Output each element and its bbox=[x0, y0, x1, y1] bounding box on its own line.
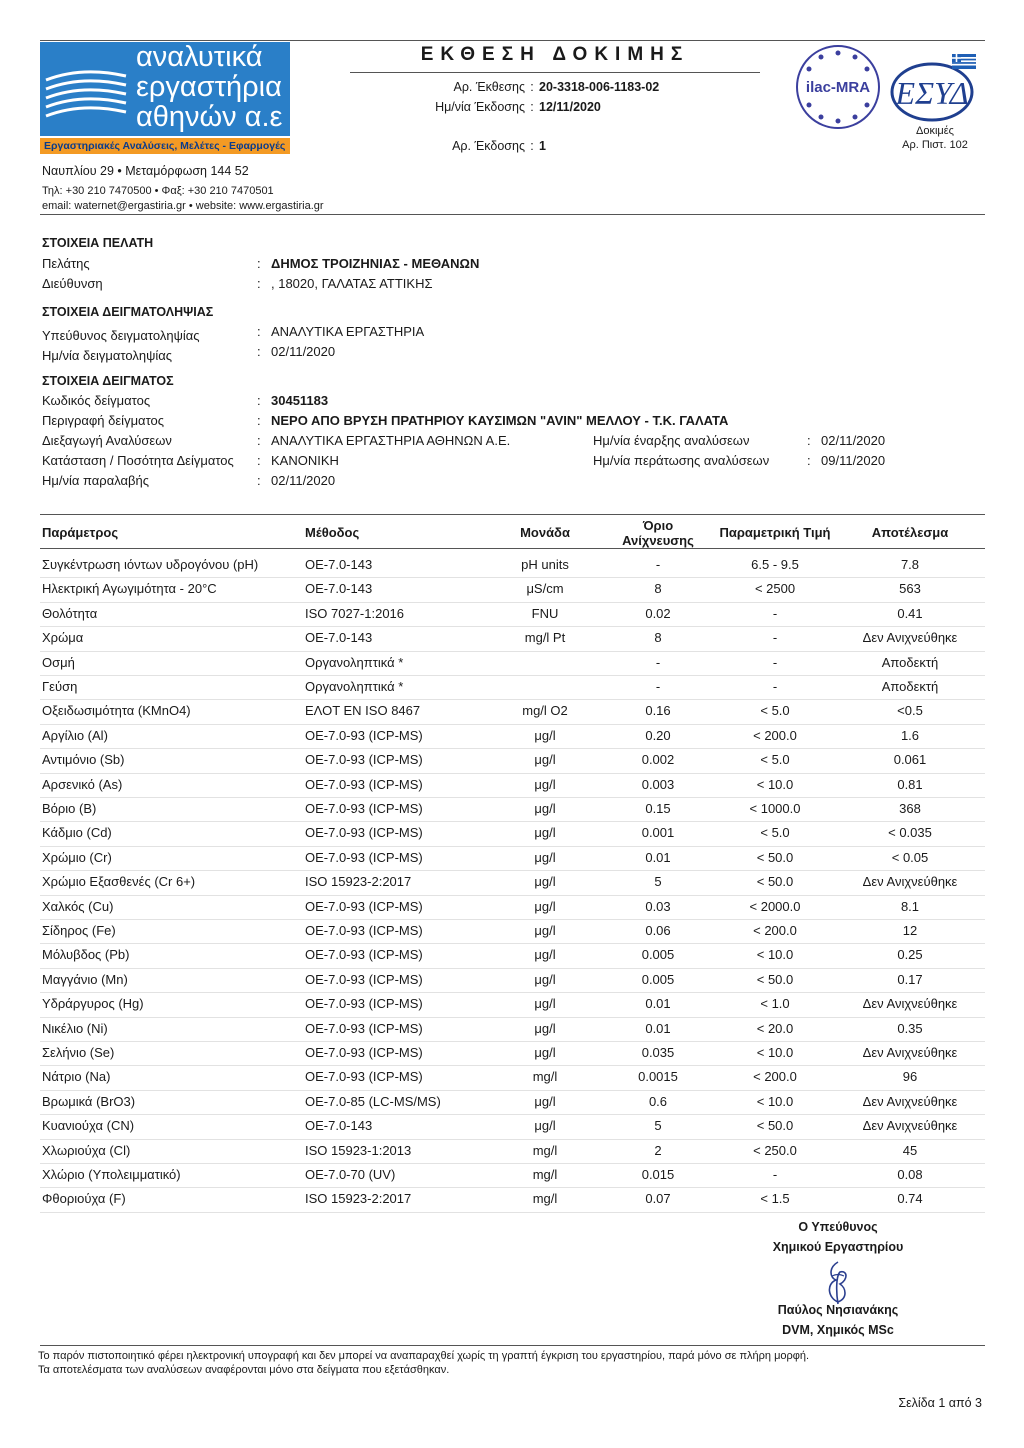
top-divider bbox=[40, 40, 985, 41]
signature-role-1: Ο Υπεύθυνος bbox=[798, 1220, 878, 1234]
table-row bbox=[40, 993, 985, 1017]
cell-lod: 2 bbox=[654, 1142, 662, 1158]
cell-param: Σίδηρος (Fe) bbox=[42, 923, 116, 938]
table-row bbox=[40, 578, 985, 602]
cell-result: 0.81 bbox=[897, 776, 923, 792]
cell-param: Αργίλιο (Al) bbox=[42, 727, 108, 743]
analysis-start-label: Ημ/νία έναρξης αναλύσεων bbox=[593, 433, 750, 448]
cell-lod: 0.005 bbox=[641, 947, 675, 963]
table-row bbox=[40, 1140, 985, 1164]
table-row bbox=[40, 798, 985, 822]
cell-result: 8.1 bbox=[900, 898, 920, 914]
cell-lod: 0.001 bbox=[641, 825, 675, 841]
cell-result: 0.17 bbox=[897, 971, 923, 987]
accreditation-number: Αρ. Πιστ. 102 bbox=[902, 139, 968, 151]
cell-parametric-value: < 1.5 bbox=[760, 1191, 790, 1207]
cell-param: Χρώμα bbox=[42, 630, 84, 646]
cell-parametric-value: < 10.0 bbox=[756, 776, 794, 792]
cell-method: ΟΕ-7.0-93 (ICP-MS) bbox=[305, 727, 423, 743]
report-number-row: Αρ. Έκθεσης : 20-3318-006-1183-02 bbox=[345, 80, 659, 94]
cell-parametric-value: < 5.0 bbox=[760, 825, 790, 841]
cell-lod: 0.03 bbox=[645, 898, 671, 914]
table-row bbox=[40, 969, 985, 993]
cell-parametric-value: < 1000.0 bbox=[749, 801, 801, 816]
cell-unit: FNU bbox=[531, 605, 559, 621]
cell-result: 0.74 bbox=[897, 1191, 923, 1207]
cell-parametric-value: < 5.0 bbox=[760, 752, 790, 768]
cell-parametric-value: < 200.0 bbox=[753, 727, 797, 743]
cell-result: 0.41 bbox=[897, 605, 923, 621]
ilac-text: ilac-MRA bbox=[805, 79, 871, 96]
cell-unit: mg/l bbox=[532, 1069, 558, 1085]
cell-method: ISO 15923-2:2017 bbox=[305, 1191, 412, 1207]
cell-parametric-value: < 250.0 bbox=[753, 1142, 797, 1158]
cell-parametric-value: < 10.0 bbox=[756, 1045, 794, 1060]
issue-no-label: Αρ. Έκδοσης bbox=[452, 139, 525, 153]
cell-method: ΟΕ-7.0-93 (ICP-MS) bbox=[305, 776, 423, 792]
cell-method: ΟΕ-7.0-93 (ICP-MS) bbox=[305, 947, 423, 963]
table-row bbox=[40, 725, 985, 749]
cell-param: Γεύση bbox=[42, 679, 78, 694]
cell-parametric-value: < 10.0 bbox=[756, 1093, 794, 1109]
cell-result: 0.061 bbox=[893, 752, 927, 768]
cell-unit: μg/l bbox=[534, 898, 556, 914]
lab-phone-fax: Τηλ: +30 210 7470500 • Φαξ: +30 210 7470501 bbox=[42, 185, 274, 197]
header-result: Αποτέλεσμα bbox=[871, 525, 949, 540]
esyd-logo bbox=[888, 52, 984, 124]
logo-blue-panel bbox=[40, 42, 290, 136]
header-lod-line2: Ανίχνευσης bbox=[622, 533, 694, 548]
cell-method: ΟΕ-7.0-93 (ICP-MS) bbox=[305, 1020, 423, 1036]
issue-date: 12/11/2020 bbox=[539, 100, 601, 114]
cell-unit: μg/l bbox=[534, 801, 556, 816]
cell-method: ISO 15923-2:2017 bbox=[305, 874, 412, 890]
cell-unit: pH units bbox=[521, 557, 569, 572]
header-parametric-value: Παραμετρική Τιμή bbox=[719, 525, 831, 540]
cell-parametric-value: - bbox=[772, 1167, 778, 1182]
cell-parametric-value: < 50.0 bbox=[756, 1118, 794, 1134]
cell-param: Θολότητα bbox=[42, 605, 98, 621]
cell-parametric-value: < 10.0 bbox=[756, 947, 794, 963]
table-row bbox=[40, 871, 985, 895]
cell-lod: 8 bbox=[654, 630, 662, 646]
cell-parametric-value: - bbox=[772, 605, 778, 621]
table-row bbox=[40, 1115, 985, 1139]
cell-unit: μg/l bbox=[534, 1020, 556, 1036]
title-underline bbox=[350, 72, 760, 73]
greek-flag-icon bbox=[952, 54, 976, 69]
cell-unit: μg/l bbox=[534, 825, 556, 841]
table-row bbox=[40, 1188, 985, 1212]
cell-method: ΟΕ-7.0-85 (LC-MS/MS) bbox=[305, 1093, 441, 1109]
cell-parametric-value: - bbox=[772, 630, 778, 646]
cell-method: ΟΕ-7.0-93 (ICP-MS) bbox=[305, 1069, 423, 1085]
analysis-end-value: 09/11/2020 bbox=[821, 453, 886, 468]
cell-parametric-value: < 20.0 bbox=[756, 1020, 794, 1036]
sampling-section-title: ΣΤΟΙΧΕΙΑ ΔΕΙΓΜΑΤΟΛΗΨΙΑΣ bbox=[42, 305, 214, 319]
cell-lod: 0.06 bbox=[645, 923, 671, 938]
cell-param: Χλώριο (Υπολειμματικό) bbox=[42, 1167, 181, 1182]
cell-method: ΟΕ-7.0-143 bbox=[305, 1118, 373, 1134]
table-row bbox=[40, 847, 985, 871]
cell-method: ISO 15923-1:2013 bbox=[305, 1142, 412, 1158]
signatory-name: Παύλος Νησιανάκης bbox=[777, 1303, 899, 1317]
issue-no: 1 bbox=[539, 139, 546, 153]
table-row bbox=[40, 749, 985, 773]
table-top-rule bbox=[40, 514, 985, 515]
cell-unit: μg/l bbox=[534, 727, 556, 743]
cell-param: Μαγγάνιο (Mn) bbox=[42, 971, 128, 987]
cell-lod: 0.07 bbox=[645, 1191, 671, 1207]
sample-condition-value: ΚΑΝΟΝΙΚΗ bbox=[271, 453, 339, 468]
cell-result: Δεν Ανιχνεύθηκε bbox=[862, 630, 958, 646]
header-method: Μέθοδος bbox=[305, 525, 360, 540]
cell-method: ΟΕ-7.0-93 (ICP-MS) bbox=[305, 923, 423, 938]
cell-lod: 0.01 bbox=[645, 1020, 671, 1036]
cell-parametric-value: < 200.0 bbox=[753, 1069, 797, 1085]
cell-parametric-value: - bbox=[772, 679, 778, 694]
cell-param: Φθοριούχα (F) bbox=[42, 1191, 126, 1207]
cell-param: Βόριο (B) bbox=[42, 801, 97, 816]
client-address-label: Διεύθυνση bbox=[42, 276, 103, 291]
cell-param: Συγκέντρωση ιόντων υδρογόνου (pH) bbox=[42, 557, 259, 572]
logo-line: αθηνών α.ε bbox=[136, 101, 283, 133]
cell-unit: μg/l bbox=[534, 849, 556, 865]
cell-parametric-value: < 2000.0 bbox=[749, 898, 801, 914]
sampling-responsible-label: Υπεύθυνος δειγματοληψίας bbox=[42, 328, 200, 343]
cell-result: 368 bbox=[899, 801, 921, 816]
analysis-end-label: Ημ/νία περάτωσης αναλύσεων bbox=[593, 453, 770, 468]
cell-lod: 8 bbox=[654, 581, 662, 597]
cell-lod: 0.005 bbox=[641, 971, 675, 987]
cell-unit: mg/l bbox=[532, 1191, 558, 1207]
sample-analysis-value: ΑΝΑΛΥΤΙΚΑ ΕΡΓΑΣΤΗΡΙΑ ΑΘΗΝΩΝ Α.Ε. bbox=[271, 433, 511, 448]
cell-unit: mg/l O2 bbox=[522, 703, 568, 719]
sampling-responsible-value: ΑΝΑΛΥΤΙΚΑ ΕΡΓΑΣΤΗΡΙΑ bbox=[271, 324, 425, 339]
cell-method: ΟΕ-7.0-93 (ICP-MS) bbox=[305, 996, 423, 1012]
cell-param: Σελήνιο (Se) bbox=[42, 1045, 115, 1060]
header-param: Παράμετρος bbox=[42, 525, 119, 540]
header-divider bbox=[40, 214, 985, 215]
cell-unit: mg/l Pt bbox=[524, 630, 566, 646]
signature-role-2: Χημικού Εργαστηρίου bbox=[772, 1240, 904, 1254]
cell-result: < 0.035 bbox=[888, 825, 932, 841]
signatory-title: DVM, Χημικός MSc bbox=[782, 1323, 894, 1337]
cell-lod: 0.002 bbox=[641, 752, 675, 768]
cell-method: ΕΛΟΤ ΕΝ ISO 8467 bbox=[305, 703, 421, 719]
cell-lod: - bbox=[655, 557, 661, 572]
cell-unit: μg/l bbox=[534, 1045, 556, 1060]
client-address-value: , 18020, ΓΑΛΑΤΑΣ ΑΤΤΙΚΗΣ bbox=[271, 276, 433, 291]
header-unit: Μονάδα bbox=[520, 525, 570, 540]
cell-parametric-value: - bbox=[772, 654, 778, 670]
cell-param: Αντιμόνιο (Sb) bbox=[42, 752, 125, 768]
table-row bbox=[40, 1164, 985, 1188]
cell-param: Χλωριούχα (Cl) bbox=[42, 1142, 131, 1158]
table-row bbox=[40, 603, 985, 627]
cell-method: Οργανοληπτικά * bbox=[305, 679, 404, 694]
cell-lod: 0.16 bbox=[645, 703, 671, 719]
footer-rule bbox=[40, 1345, 985, 1346]
cell-lod: 0.015 bbox=[641, 1167, 675, 1182]
table-row bbox=[40, 920, 985, 944]
cell-lod: - bbox=[655, 679, 661, 694]
cell-parametric-value: < 50.0 bbox=[756, 849, 794, 865]
cell-parametric-value: < 1.0 bbox=[760, 996, 790, 1012]
table-row bbox=[40, 554, 985, 578]
sample-analysis-label: Διεξαγωγή Αναλύσεων bbox=[42, 433, 172, 448]
cell-parametric-value: < 200.0 bbox=[753, 923, 797, 938]
table-row bbox=[40, 1018, 985, 1042]
table-row bbox=[40, 700, 985, 724]
table-row bbox=[40, 944, 985, 968]
table-row bbox=[40, 896, 985, 920]
cell-param: Υδράργυρος (Hg) bbox=[42, 996, 144, 1012]
cell-result: 0.35 bbox=[897, 1020, 923, 1036]
cell-unit: mg/l bbox=[532, 1142, 558, 1158]
accreditation-type: Δοκιμές bbox=[916, 125, 954, 137]
footer-note-2: Τα αποτελέσματα των αναλύσεων αναφέρονται μόνο στα δείγματα που εξετάσθηκαν. bbox=[38, 1364, 450, 1376]
cell-parametric-value: 6.5 - 9.5 bbox=[751, 557, 799, 572]
cell-param: Βρωμικά (BrO3) bbox=[42, 1093, 136, 1109]
cell-unit: μS/cm bbox=[526, 581, 564, 597]
table-row bbox=[40, 627, 985, 651]
header-lod bbox=[608, 518, 708, 548]
cell-lod: 5 bbox=[654, 1118, 662, 1134]
lab-email-web: email: waternet@ergastiria.gr • website: www.ergastiria.gr bbox=[42, 200, 324, 212]
ilac-mra-logo bbox=[795, 44, 881, 130]
cell-method: ΟΕ-7.0-143 bbox=[305, 630, 373, 646]
sample-condition-label: Κατάσταση / Ποσότητα Δείγματος bbox=[42, 453, 234, 468]
sample-desc-value: ΝΕΡΟ ΑΠΟ ΒΡΥΣΗ ΠΡΑΤΗΡΙΟΥ ΚΑΥΣΙΜΩΝ "AVIN" ΜΕΛΛΟΥ - Τ.Κ. ΓΑΛΑΤΑ bbox=[271, 413, 729, 428]
cell-lod: - bbox=[655, 654, 661, 670]
cell-lod: 0.02 bbox=[645, 605, 671, 621]
cell-unit: μg/l bbox=[534, 923, 556, 938]
cell-method: ΟΕ-7.0-70 (UV) bbox=[305, 1167, 396, 1182]
logo-tagline: Εργαστηριακές Αναλύσεις, Μελέτες - Εφαρμογές bbox=[40, 138, 290, 154]
cell-result: Δεν Ανιχνεύθηκε bbox=[862, 874, 958, 890]
report-number: 20-3318-006-1183-02 bbox=[539, 80, 660, 94]
table-row bbox=[40, 676, 985, 700]
cell-method: ΟΕ-7.0-93 (ICP-MS) bbox=[305, 1045, 423, 1060]
cell-lod: 0.15 bbox=[645, 801, 671, 816]
cell-result: <0.5 bbox=[897, 703, 923, 719]
signature-scribble-icon bbox=[818, 1258, 858, 1306]
cell-lod: 0.035 bbox=[641, 1045, 675, 1060]
issue-no-row: Αρ. Έκδοσης : 1 bbox=[345, 139, 546, 153]
cell-param: Χαλκός (Cu) bbox=[42, 898, 114, 914]
waves-icon bbox=[42, 62, 130, 132]
esyd-text: ΕΣΥΔ bbox=[895, 75, 969, 111]
cell-param: Χρώμιο (Cr) bbox=[42, 849, 112, 865]
client-value: ΔΗΜΟΣ ΤΡΟΙΖΗΝΙΑΣ - ΜΕΘΑΝΩΝ bbox=[271, 256, 480, 271]
logo-wordmark bbox=[136, 42, 282, 132]
cell-param: Οσμή bbox=[42, 654, 75, 670]
cell-result: 563 bbox=[899, 581, 921, 597]
table-row bbox=[40, 1066, 985, 1090]
sample-code-value: 30451183 bbox=[271, 393, 329, 408]
cell-method: ΟΕ-7.0-93 (ICP-MS) bbox=[305, 898, 423, 914]
cell-method: ΟΕ-7.0-93 (ICP-MS) bbox=[305, 801, 423, 816]
accreditation-caption bbox=[880, 124, 990, 152]
cell-result: 96 bbox=[902, 1069, 918, 1085]
cell-method: ΟΕ-7.0-93 (ICP-MS) bbox=[305, 825, 423, 841]
table-header-rule bbox=[40, 548, 985, 549]
sample-received-value: 02/11/2020 bbox=[271, 473, 336, 488]
cell-unit: μg/l bbox=[534, 874, 556, 890]
sample-code-label: Κωδικός δείγματος bbox=[42, 393, 151, 408]
sample-section-title: ΣΤΟΙΧΕΙΑ ΔΕΙΓΜΑΤΟΣ bbox=[42, 374, 174, 388]
sample-desc-label: Περιγραφή δείγματος bbox=[42, 413, 165, 428]
cell-parametric-value: < 5.0 bbox=[760, 703, 790, 719]
page-number: Σελίδα 1 από 3 bbox=[898, 1396, 982, 1410]
cell-unit: μg/l bbox=[534, 752, 556, 768]
sampling-date-value: 02/11/2020 bbox=[271, 344, 336, 359]
cell-unit: μg/l bbox=[534, 1093, 556, 1109]
cell-param: Χρώμιο Εξασθενές (Cr 6+) bbox=[42, 874, 196, 890]
cell-lod: 0.01 bbox=[645, 849, 671, 865]
cell-method: ΟΕ-7.0-143 bbox=[305, 557, 373, 572]
cell-unit: μg/l bbox=[534, 996, 556, 1012]
cell-result: Αποδεκτή bbox=[881, 654, 939, 670]
cell-param: Κυανιούχα (CN) bbox=[42, 1118, 135, 1134]
report-title: ΕΚΘΕΣΗ ΔΟΚΙΜΗΣ bbox=[420, 44, 690, 65]
cell-param: Μόλυβδος (Pb) bbox=[42, 947, 130, 963]
table-row bbox=[40, 1042, 985, 1066]
sampling-date-label: Ημ/νία δειγματοληψίας bbox=[42, 348, 173, 363]
cell-unit: μg/l bbox=[534, 776, 556, 792]
cell-result: Δεν Ανιχνεύθηκε bbox=[862, 1045, 958, 1060]
client-label: Πελάτης bbox=[42, 256, 90, 271]
cell-result: Δεν Ανιχνεύθηκε bbox=[862, 996, 958, 1012]
table-row bbox=[40, 652, 985, 676]
header-lod-line1: Όριο bbox=[642, 518, 674, 533]
cell-unit: μg/l bbox=[534, 971, 556, 987]
cell-param: Αρσενικό (As) bbox=[42, 776, 123, 792]
analysis-start-value: 02/11/2020 bbox=[821, 433, 886, 448]
cell-result: 12 bbox=[902, 923, 918, 938]
cell-lod: 0.003 bbox=[641, 776, 675, 792]
cell-result: Δεν Ανιχνεύθηκε bbox=[862, 1093, 958, 1109]
cell-method: ΟΕ-7.0-93 (ICP-MS) bbox=[305, 849, 423, 865]
cell-result: 7.8 bbox=[900, 557, 920, 572]
cell-lod: 0.0015 bbox=[638, 1069, 678, 1085]
cell-unit: μg/l bbox=[534, 947, 556, 963]
cell-parametric-value: < 50.0 bbox=[756, 874, 794, 890]
issue-date-label: Ημ/νία Έκδοσης bbox=[435, 100, 525, 114]
cell-result: 0.08 bbox=[897, 1167, 923, 1182]
lab-logo bbox=[40, 42, 290, 154]
cell-param: Οξειδωσιμότητα (KMnO4) bbox=[42, 703, 191, 719]
cell-result: 0.25 bbox=[897, 947, 923, 963]
table-row bbox=[40, 1091, 985, 1115]
cell-lod: 5 bbox=[654, 874, 662, 890]
logo-line: αναλυτικά bbox=[136, 41, 263, 73]
cell-param: Νικέλιο (Ni) bbox=[42, 1020, 108, 1036]
cell-method: ΟΕ-7.0-93 (ICP-MS) bbox=[305, 971, 423, 987]
cell-lod: 0.6 bbox=[648, 1093, 668, 1109]
cell-parametric-value: < 2500 bbox=[754, 581, 796, 597]
report-number-label: Αρ. Έκθεσης bbox=[453, 80, 525, 94]
sample-received-label: Ημ/νία παραλαβής bbox=[42, 473, 150, 488]
cell-param: Ηλεκτρική Αγωγιμότητα - 20°C bbox=[42, 581, 217, 597]
cell-lod: 0.01 bbox=[645, 996, 671, 1012]
cell-method: ΟΕ-7.0-143 bbox=[305, 581, 373, 597]
cell-param: Νάτριο (Na) bbox=[42, 1069, 111, 1085]
cell-result: < 0.05 bbox=[891, 849, 929, 865]
cell-result: 1.6 bbox=[900, 727, 920, 743]
client-section-title: ΣΤΟΙΧΕΙΑ ΠΕΛΑΤΗ bbox=[42, 236, 154, 250]
cell-param: Κάδμιο (Cd) bbox=[42, 825, 112, 841]
table-row bbox=[40, 774, 985, 798]
issue-date-row: Ημ/νία Έκδοσης : 12/11/2020 bbox=[345, 100, 601, 114]
cell-unit: μg/l bbox=[534, 1118, 556, 1134]
cell-result: Αποδεκτή bbox=[881, 679, 939, 694]
cell-lod: 0.20 bbox=[645, 727, 671, 743]
table-row bbox=[40, 822, 985, 846]
cell-method: ΟΕ-7.0-93 (ICP-MS) bbox=[305, 752, 423, 768]
logo-line: εργαστήρια bbox=[136, 71, 282, 103]
cell-result: 45 bbox=[902, 1142, 918, 1158]
cell-parametric-value: < 50.0 bbox=[756, 971, 794, 987]
lab-address: Ναυπλίου 29 • Μεταμόρφωση 144 52 bbox=[42, 164, 249, 178]
cell-result: Δεν Ανιχνεύθηκε bbox=[862, 1118, 958, 1134]
cell-unit: mg/l bbox=[532, 1167, 558, 1182]
cell-method: Οργανοληπτικά * bbox=[305, 654, 404, 670]
footer-note-1: Το παρόν πιστοποιητικό φέρει ηλεκτρονική υπογραφή και δεν μπορεί να αναπαραχθεί χωρίς τη γραπτή έγκριση του εργαστηρίου, παρά μόνο σε πλήρη μορφή. bbox=[38, 1350, 810, 1362]
cell-method: ISO 7027-1:2016 bbox=[305, 605, 405, 621]
